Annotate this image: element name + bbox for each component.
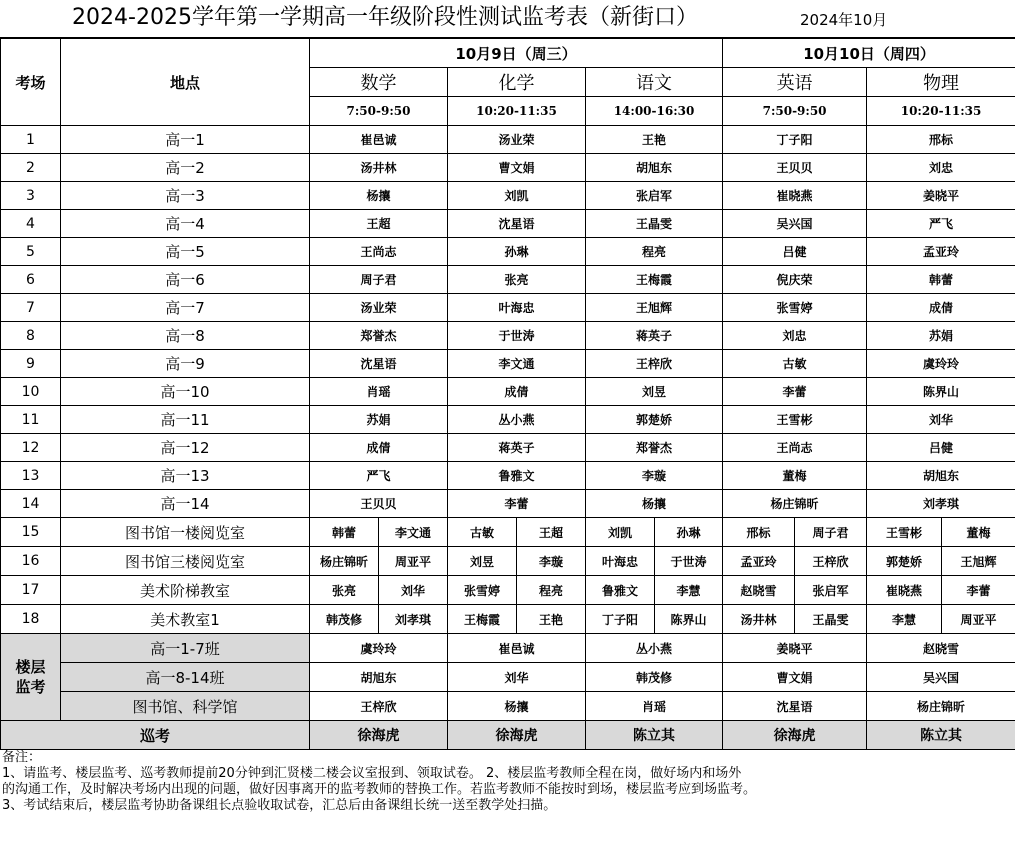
proctor-cell: 成倩	[310, 434, 448, 462]
table-row	[1, 238, 1015, 266]
time-chinese: 14:00-16:30	[586, 97, 723, 126]
room-location: 高一13	[61, 462, 310, 490]
proctor-cell: 倪庆荣	[723, 266, 867, 294]
proctor-cell: 叶海忠	[586, 547, 655, 576]
room-number: 15	[1, 518, 61, 547]
proctor-cell: 鲁雅文	[448, 462, 586, 490]
proctor-cell: 曹文娟	[448, 154, 586, 182]
floor-row	[1, 634, 1015, 663]
header-row-days	[1, 39, 1015, 68]
floor-proctor-cell: 杨攘	[448, 692, 586, 721]
proctor-cell: 崔晓燕	[723, 182, 867, 210]
proctor-cell: 虞玲玲	[867, 350, 1015, 378]
proctor-cell: 肖瑶	[310, 378, 448, 406]
page-title: 2024-2025学年第一学期高一年级阶段性测试监考表（新街口）	[72, 5, 698, 30]
proctor-cell: 李璇	[586, 462, 723, 490]
proctor-cell: 刘昱	[448, 547, 517, 576]
room-number: 14	[1, 490, 61, 518]
proctor-cell: 孟亚玲	[867, 238, 1015, 266]
floor-proctor-cell: 曹文娟	[723, 663, 867, 692]
room-number: 9	[1, 350, 61, 378]
proctor-cell: 王晶雯	[795, 605, 867, 634]
table-row	[1, 518, 1015, 547]
subject-chemistry: 化学	[448, 68, 586, 97]
floor-location: 高一8-14班	[61, 663, 310, 692]
title-bar	[0, 0, 1015, 38]
proctor-cell: 苏娟	[867, 322, 1015, 350]
proctor-cell: 王雪彬	[723, 406, 867, 434]
proctor-cell: 王旭辉	[942, 547, 1015, 576]
proctor-cell: 姜晓平	[867, 182, 1015, 210]
proctor-cell: 邢标	[723, 518, 795, 547]
proctor-cell: 刘华	[867, 406, 1015, 434]
proctor-cell: 王梅霞	[586, 266, 723, 294]
room-number: 11	[1, 406, 61, 434]
subject-english: 英语	[723, 68, 867, 97]
room-location: 高一12	[61, 434, 310, 462]
room-number: 17	[1, 576, 61, 605]
proctor-cell: 古敏	[723, 350, 867, 378]
proctor-cell: 李蕾	[723, 378, 867, 406]
proctor-cell: 韩茂修	[310, 605, 379, 634]
table-row	[1, 406, 1015, 434]
room-number: 3	[1, 182, 61, 210]
table-row	[1, 434, 1015, 462]
proctor-cell: 王雪彬	[867, 518, 942, 547]
floor-label-line-1: 楼层	[15, 658, 46, 676]
proctor-cell: 杨庄锦昕	[723, 490, 867, 518]
proctor-cell: 汤业荣	[448, 126, 586, 154]
proctor-cell: 王超	[517, 518, 586, 547]
room-number: 12	[1, 434, 61, 462]
floor-proctor-cell: 吴兴国	[867, 663, 1015, 692]
floor-proctor-cell: 虞玲玲	[310, 634, 448, 663]
header-day-1: 10月9日（周三）	[310, 39, 723, 68]
proctor-cell: 陈界山	[655, 605, 723, 634]
table-row	[1, 547, 1015, 576]
proctor-cell: 严飞	[310, 462, 448, 490]
proctor-cell: 王艳	[517, 605, 586, 634]
proctor-cell: 杨攘	[586, 490, 723, 518]
proctor-cell: 蒋英子	[586, 322, 723, 350]
proctor-cell: 王梓欣	[795, 547, 867, 576]
proctor-cell: 王旭辉	[586, 294, 723, 322]
table-row	[1, 182, 1015, 210]
room-location: 美术教室1	[61, 605, 310, 634]
room-number: 16	[1, 547, 61, 576]
proctor-cell: 丛小燕	[448, 406, 586, 434]
proctor-cell: 汤业荣	[310, 294, 448, 322]
proctor-cell: 李慧	[867, 605, 942, 634]
proctor-cell: 杨攘	[310, 182, 448, 210]
subject-chinese: 语文	[586, 68, 723, 97]
proctor-cell: 郭楚娇	[867, 547, 942, 576]
table-row	[1, 378, 1015, 406]
table-row	[1, 490, 1015, 518]
proctor-cell: 刘孝琪	[379, 605, 448, 634]
proctor-cell: 成倩	[448, 378, 586, 406]
proctor-cell: 刘忠	[723, 322, 867, 350]
notes-line-3: 3、考试结束后，楼层监考协助备课组长点验收取试卷，汇总后由备课组长统一送至教学处扫描。	[2, 798, 557, 813]
room-number: 8	[1, 322, 61, 350]
proctor-cell: 刘孝琪	[867, 490, 1015, 518]
patrol-cell: 徐海虎	[448, 721, 586, 750]
floor-proctor-cell: 肖瑶	[586, 692, 723, 721]
proctor-cell: 崔邑诚	[310, 126, 448, 154]
proctor-cell: 成倩	[867, 294, 1015, 322]
table-row	[1, 462, 1015, 490]
proctor-cell: 胡旭东	[586, 154, 723, 182]
date-label: 2024年10月	[800, 11, 888, 29]
floor-proctor-cell: 韩茂修	[586, 663, 723, 692]
proctor-cell: 程亮	[586, 238, 723, 266]
proctor-cell: 汤井林	[310, 154, 448, 182]
proctor-cell: 沈星语	[310, 350, 448, 378]
proctor-cell: 王梓欣	[586, 350, 723, 378]
floor-proctor-cell: 杨庄锦昕	[867, 692, 1015, 721]
proctor-cell: 周亚平	[379, 547, 448, 576]
proctor-cell: 严飞	[867, 210, 1015, 238]
proctor-cell: 李蕾	[448, 490, 586, 518]
room-number: 6	[1, 266, 61, 294]
proctor-cell: 董梅	[942, 518, 1015, 547]
proctor-cell: 张雪婷	[723, 294, 867, 322]
proctor-cell: 古敏	[448, 518, 517, 547]
table-row	[1, 576, 1015, 605]
floor-label-line-2: 监考	[15, 678, 46, 696]
room-number: 10	[1, 378, 61, 406]
room-location: 高一14	[61, 490, 310, 518]
proctor-cell: 刘凯	[448, 182, 586, 210]
table-row	[1, 605, 1015, 634]
table-row	[1, 154, 1015, 182]
room-number: 1	[1, 126, 61, 154]
proctor-cell: 鲁雅文	[586, 576, 655, 605]
room-location: 高一11	[61, 406, 310, 434]
room-location: 高一10	[61, 378, 310, 406]
room-number: 4	[1, 210, 61, 238]
proctor-cell: 苏娟	[310, 406, 448, 434]
proctor-cell: 周子君	[795, 518, 867, 547]
proctor-cell: 刘华	[379, 576, 448, 605]
floor-proctor-cell: 丛小燕	[586, 634, 723, 663]
room-number: 2	[1, 154, 61, 182]
proctor-cell: 赵晓雪	[723, 576, 795, 605]
table-row	[1, 210, 1015, 238]
room-number: 7	[1, 294, 61, 322]
time-physics: 10:20-11:35	[867, 97, 1015, 126]
floor-proctor-cell: 赵晓雪	[867, 634, 1015, 663]
room-number: 13	[1, 462, 61, 490]
proctor-cell: 郑誉杰	[586, 434, 723, 462]
time-chemistry: 10:20-11:35	[448, 97, 586, 126]
proctor-cell: 张启军	[795, 576, 867, 605]
room-location: 高一1	[61, 126, 310, 154]
floor-location: 高一1-7班	[61, 634, 310, 663]
proctor-cell: 周子君	[310, 266, 448, 294]
proctor-cell: 王贝贝	[310, 490, 448, 518]
room-location: 高一6	[61, 266, 310, 294]
proctor-cell: 叶海忠	[448, 294, 586, 322]
proctor-cell: 王尚志	[723, 434, 867, 462]
time-english: 7:50-9:50	[723, 97, 867, 126]
proctor-cell: 王晶雯	[586, 210, 723, 238]
patrol-cell: 陈立其	[867, 721, 1015, 750]
table-row	[1, 322, 1015, 350]
floor-proctor-cell: 沈星语	[723, 692, 867, 721]
proctor-cell: 沈星语	[448, 210, 586, 238]
schedule-table	[0, 38, 1015, 750]
room-location: 高一4	[61, 210, 310, 238]
room-location: 高一7	[61, 294, 310, 322]
header-location: 地点	[61, 39, 310, 126]
floor-row	[1, 692, 1015, 721]
proctor-cell: 郭楚娇	[586, 406, 723, 434]
floor-proctor-cell: 胡旭东	[310, 663, 448, 692]
proctor-cell: 张启军	[586, 182, 723, 210]
room-location: 高一8	[61, 322, 310, 350]
notes-heading: 备注：	[2, 750, 42, 765]
proctor-cell: 张亮	[448, 266, 586, 294]
proctor-cell: 韩蕾	[867, 266, 1015, 294]
proctor-cell: 崔晓燕	[867, 576, 942, 605]
floor-location: 图书馆、科学馆	[61, 692, 310, 721]
patrol-cell: 徐海虎	[723, 721, 867, 750]
proctor-cell: 董梅	[723, 462, 867, 490]
header-room: 考场	[1, 39, 61, 126]
notes	[0, 750, 1012, 814]
floor-proctor-cell: 王梓欣	[310, 692, 448, 721]
proctor-cell: 王艳	[586, 126, 723, 154]
notes-line-2: 的沟通工作，及时解决考场内出现的问题，做好因事离开的监考教师的替换工作。若监考教师不能按时到场，楼层监考应到场监考。	[2, 782, 757, 797]
proctor-cell: 蒋英子	[448, 434, 586, 462]
proctor-cell: 孙琳	[655, 518, 723, 547]
proctor-cell: 刘昱	[586, 378, 723, 406]
proctor-cell: 邢标	[867, 126, 1015, 154]
proctor-cell: 孙琳	[448, 238, 586, 266]
proctor-cell: 郑誉杰	[310, 322, 448, 350]
floor-proctor-cell: 崔邑诚	[448, 634, 586, 663]
room-location: 美术阶梯教室	[61, 576, 310, 605]
table-row	[1, 126, 1015, 154]
table-row	[1, 350, 1015, 378]
proctor-cell: 汤井林	[723, 605, 795, 634]
proctor-cell: 李慧	[655, 576, 723, 605]
proctor-cell: 韩蕾	[310, 518, 379, 547]
subject-math: 数学	[310, 68, 448, 97]
proctor-cell: 王尚志	[310, 238, 448, 266]
notes-line-1: 1、请监考、楼层监考、巡考教师提前20分钟到汇贤楼二楼会议室报到、领取试卷。 2、楼层监考教师全程在岗，做好场内和场外	[2, 766, 742, 781]
proctor-cell: 陈界山	[867, 378, 1015, 406]
proctor-cell: 王超	[310, 210, 448, 238]
header-day-2: 10月10日（周四）	[723, 39, 1015, 68]
room-location: 图书馆三楼阅览室	[61, 547, 310, 576]
room-number: 18	[1, 605, 61, 634]
floor-proctor-cell: 刘华	[448, 663, 586, 692]
room-location: 高一3	[61, 182, 310, 210]
proctor-cell: 李文通	[448, 350, 586, 378]
proctor-cell: 王梅霞	[448, 605, 517, 634]
patrol-row	[1, 721, 1015, 750]
table-row	[1, 294, 1015, 322]
patrol-label: 巡考	[1, 721, 310, 750]
proctor-cell: 吴兴国	[723, 210, 867, 238]
proctor-cell: 于世涛	[448, 322, 586, 350]
proctor-cell: 吕健	[723, 238, 867, 266]
subject-physics: 物理	[867, 68, 1015, 97]
room-location: 图书馆一楼阅览室	[61, 518, 310, 547]
proctor-cell: 刘凯	[586, 518, 655, 547]
proctor-cell: 丁子阳	[586, 605, 655, 634]
proctor-cell: 周亚平	[942, 605, 1015, 634]
proctor-cell: 杨庄锦昕	[310, 547, 379, 576]
proctor-cell: 孟亚玲	[723, 547, 795, 576]
time-math: 7:50-9:50	[310, 97, 448, 126]
proctor-cell: 王贝贝	[723, 154, 867, 182]
room-number: 5	[1, 238, 61, 266]
proctor-cell: 丁子阳	[723, 126, 867, 154]
patrol-cell: 陈立其	[586, 721, 723, 750]
floor-row	[1, 663, 1015, 692]
patrol-cell: 徐海虎	[310, 721, 448, 750]
room-location: 高一5	[61, 238, 310, 266]
proctor-cell: 胡旭东	[867, 462, 1015, 490]
proctor-cell: 李文通	[379, 518, 448, 547]
proctor-cell: 吕健	[867, 434, 1015, 462]
floor-proctor-label	[1, 634, 61, 721]
table-row	[1, 266, 1015, 294]
proctor-cell: 李蕾	[942, 576, 1015, 605]
proctor-cell: 张亮	[310, 576, 379, 605]
room-location: 高一2	[61, 154, 310, 182]
proctor-cell: 于世涛	[655, 547, 723, 576]
proctor-cell: 程亮	[517, 576, 586, 605]
floor-proctor-cell: 姜晓平	[723, 634, 867, 663]
proctor-cell: 李璇	[517, 547, 586, 576]
room-location: 高一9	[61, 350, 310, 378]
proctor-cell: 张雪婷	[448, 576, 517, 605]
proctor-cell: 刘忠	[867, 154, 1015, 182]
